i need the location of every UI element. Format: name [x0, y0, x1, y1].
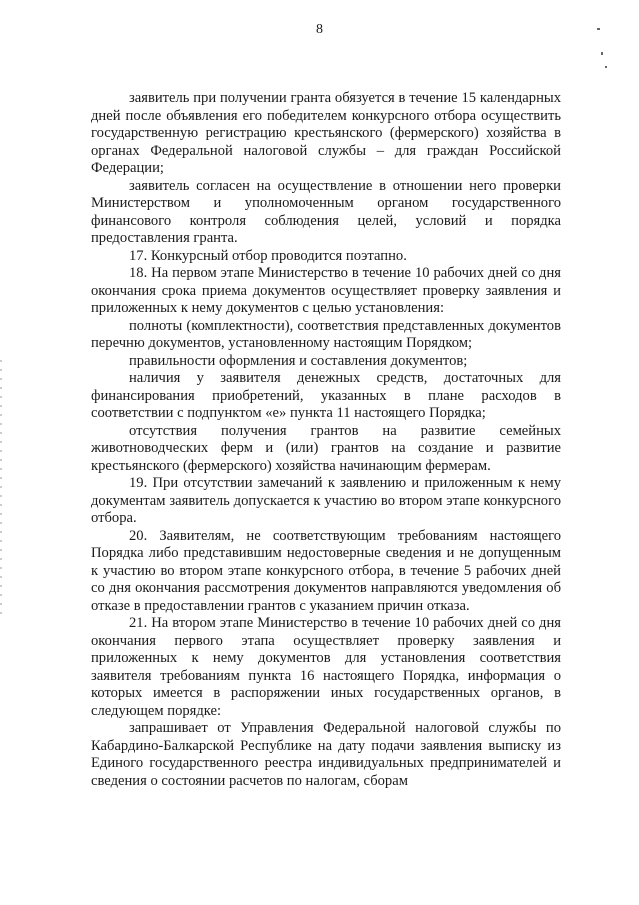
paragraph: полноты (комплектности), соответствия представленных документов перечню документов, установленному настоящим Порядком; [91, 317, 561, 351]
paragraph: запрашивает от Управления Федеральной налоговой службы по Кабардино-Балкарской Республике на дату подачи заявления выписку из Единого государственного реестра индивидуальных предпринимателей и сведения о состоянии расчетов по налогам, сборам [91, 720, 561, 789]
scan-edge [0, 360, 2, 620]
paragraph: 21. На втором этапе Министерство в течение 10 рабочих дней со дня окончания первого этапа осуществляет проверку заявления и приложенных к нему документов для установления соответствия заявителя требованиям пункта 16 настоящего Порядка, информация о которых имеется в распоряжении иных государственных органов, в следующем порядке: [91, 615, 561, 719]
paragraph: отсутствия получения грантов на развитие семейных животноводческих ферм и (или) грантов на создание и развитие крестьянского (фермерского) хозяйства начинающим фермерам. [91, 422, 561, 474]
paragraph: правильности оформления и составления документов; [129, 352, 468, 369]
document-body [91, 90, 561, 790]
page-number: 8 [316, 22, 323, 37]
scan-mark [605, 66, 607, 68]
paragraph: 18. На первом этапе Министерство в течение 10 рабочих дней со дня окончания срока приема документов осуществляет проверку заявления и приложенных к нему документов с целью установления: [91, 265, 561, 316]
paragraph: 20. Заявителям, не соответствующим требованиям настоящего Порядка либо представившим недостоверные сведения и не допущенным к участию во втором этапе конкурсного отбора, в течение 5 рабочих дней со дня окончания рассмотрения документов направляются уведомления об отказе в предоставлении грантов с указанием причин отказа. [91, 527, 561, 614]
paragraph: 19. При отсутствии замечаний к заявлению и приложенным к нему документам заявитель допускается к участию во втором этапе конкурсного отбора. [91, 475, 561, 526]
paragraph: заявитель при получении гранта обязуется в течение 15 календарных дней после объявления его победителем конкурсного отбора осуществить государственную регистрацию крестьянского (фермерского) хозяйства в органах Федеральной налоговой службы – для граждан Российской Федерации; [91, 90, 561, 176]
scan-mark [597, 28, 600, 30]
paragraph: заявитель согласен на осуществление в отношении него проверки Министерством и уполномоченным органом государственного финансового контроля соблюдения целей, условий и порядка предоставления гранта. [91, 177, 561, 246]
paragraph: наличия у заявителя денежных средств, достаточных для финансирования приобретений, указанных в плане расходов в соответствии с подпунктом «е» пункта 11 настоящего Порядка; [91, 370, 561, 421]
scan-mark [601, 52, 603, 55]
paragraph: 17. Конкурсный отбор проводится поэтапно. [129, 247, 407, 264]
